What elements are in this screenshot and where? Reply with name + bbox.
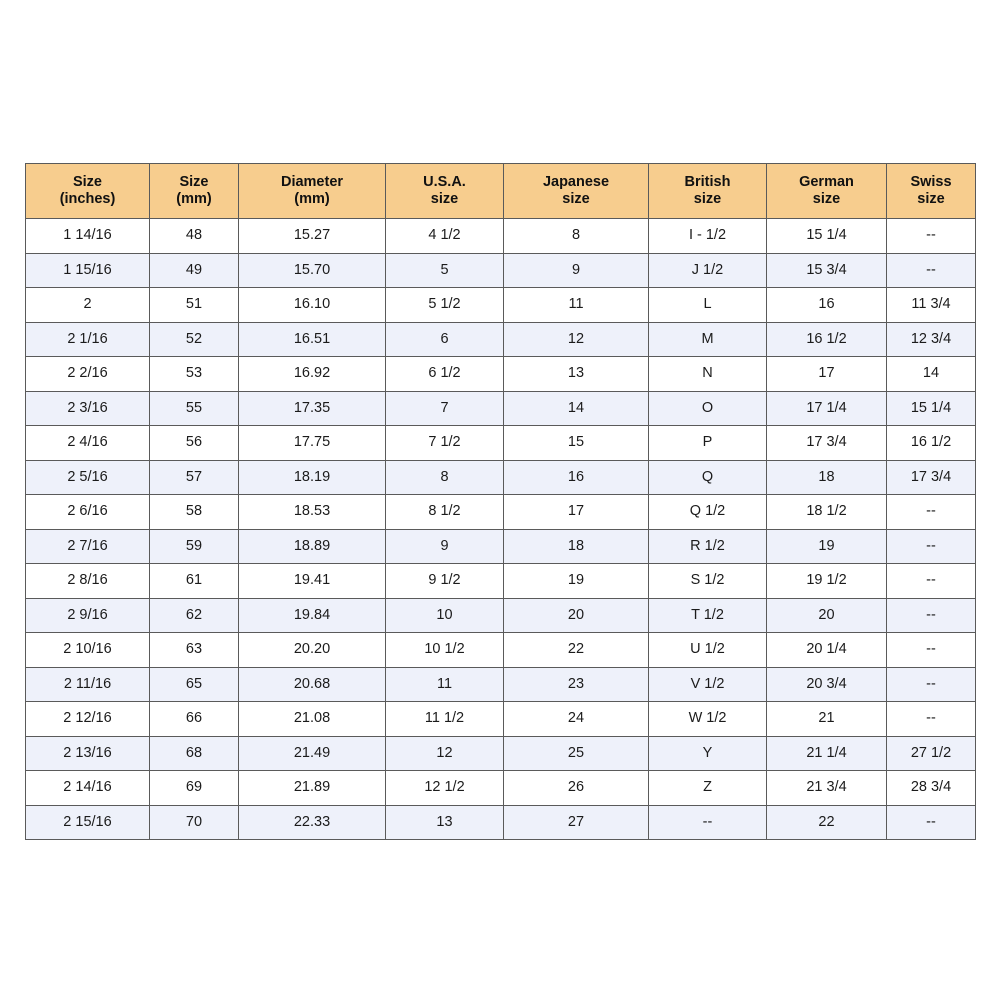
table-cell: 6 xyxy=(386,322,504,357)
table-row xyxy=(26,529,976,564)
table-cell: 4 1/2 xyxy=(386,219,504,254)
table-cell: -- xyxy=(887,702,976,737)
table-cell: 48 xyxy=(150,219,239,254)
table-cell: 19 1/2 xyxy=(767,564,887,599)
table-cell: 18 1/2 xyxy=(767,495,887,530)
table-header xyxy=(26,164,976,219)
table-cell: 9 xyxy=(504,253,649,288)
table-cell: 66 xyxy=(150,702,239,737)
table-cell: 17 3/4 xyxy=(887,460,976,495)
table-cell: 21 3/4 xyxy=(767,771,887,806)
table-cell: 17 1/4 xyxy=(767,391,887,426)
table-cell: 12 3/4 xyxy=(887,322,976,357)
table-cell: 59 xyxy=(150,529,239,564)
table-cell: 12 xyxy=(504,322,649,357)
table-cell: 8 xyxy=(504,219,649,254)
table-cell: R 1/2 xyxy=(649,529,767,564)
table-cell: 15 1/4 xyxy=(887,391,976,426)
column-header-line1: Size xyxy=(179,174,209,191)
table-row xyxy=(26,219,976,254)
table-cell: 2 14/16 xyxy=(26,771,150,806)
table-cell: 5 1/2 xyxy=(386,288,504,323)
table-cell: 2 8/16 xyxy=(26,564,150,599)
table-cell: 2 4/16 xyxy=(26,426,150,461)
table-cell: 16.10 xyxy=(239,288,386,323)
table-cell: 21.89 xyxy=(239,771,386,806)
table-cell: 20 3/4 xyxy=(767,667,887,702)
table-cell: T 1/2 xyxy=(649,598,767,633)
table-row xyxy=(26,495,976,530)
table-cell: Q xyxy=(649,460,767,495)
table-cell: 15 1/4 xyxy=(767,219,887,254)
table-cell: 16 xyxy=(767,288,887,323)
table-cell: -- xyxy=(887,667,976,702)
table-cell: 20.68 xyxy=(239,667,386,702)
table-cell: 2 11/16 xyxy=(26,667,150,702)
table-cell: 9 xyxy=(386,529,504,564)
table-cell: 2 xyxy=(26,288,150,323)
table-cell: -- xyxy=(887,529,976,564)
table-cell: 22 xyxy=(504,633,649,668)
table-row xyxy=(26,288,976,323)
table-cell: 16.51 xyxy=(239,322,386,357)
table-cell: 21.49 xyxy=(239,736,386,771)
table-cell: 28 3/4 xyxy=(887,771,976,806)
column-header-line1: German xyxy=(799,174,854,191)
table-cell: -- xyxy=(887,495,976,530)
table-cell: 5 xyxy=(386,253,504,288)
table-cell: 69 xyxy=(150,771,239,806)
column-header-british-size xyxy=(649,164,767,219)
table-cell: W 1/2 xyxy=(649,702,767,737)
table-cell: 2 7/16 xyxy=(26,529,150,564)
table-cell: 16 1/2 xyxy=(887,426,976,461)
table-cell: S 1/2 xyxy=(649,564,767,599)
table-row xyxy=(26,702,976,737)
table-cell: 12 xyxy=(386,736,504,771)
table-cell: 21 xyxy=(767,702,887,737)
table-cell: 17.75 xyxy=(239,426,386,461)
table-cell: 65 xyxy=(150,667,239,702)
table-cell: 56 xyxy=(150,426,239,461)
table-cell: 12 1/2 xyxy=(386,771,504,806)
table-cell: P xyxy=(649,426,767,461)
table-cell: 8 1/2 xyxy=(386,495,504,530)
column-header-line2: size xyxy=(812,191,841,207)
column-header-size-inches xyxy=(26,164,150,219)
table-cell: -- xyxy=(887,805,976,840)
column-header-size-mm xyxy=(150,164,239,219)
table-cell: 18.53 xyxy=(239,495,386,530)
table-cell: 8 xyxy=(386,460,504,495)
table-cell: 18.89 xyxy=(239,529,386,564)
column-header-line1: Size xyxy=(72,174,102,191)
table-cell: 2 9/16 xyxy=(26,598,150,633)
table-cell: 17 xyxy=(767,357,887,392)
table-cell: 11 3/4 xyxy=(887,288,976,323)
table-cell: 57 xyxy=(150,460,239,495)
table-row xyxy=(26,564,976,599)
table-cell: 13 xyxy=(504,357,649,392)
table-cell: 16 1/2 xyxy=(767,322,887,357)
column-header-swiss-size xyxy=(887,164,976,219)
table-cell: 19 xyxy=(504,564,649,599)
table-cell: 2 5/16 xyxy=(26,460,150,495)
table-cell: 22 xyxy=(767,805,887,840)
table-cell: 15 3/4 xyxy=(767,253,887,288)
table-cell: 2 12/16 xyxy=(26,702,150,737)
table-cell: J 1/2 xyxy=(649,253,767,288)
table-cell: 55 xyxy=(150,391,239,426)
table-cell: 20 xyxy=(504,598,649,633)
table-cell: 2 13/16 xyxy=(26,736,150,771)
table-cell: 15 xyxy=(504,426,649,461)
table-cell: 62 xyxy=(150,598,239,633)
table-cell: Q 1/2 xyxy=(649,495,767,530)
table-cell: 51 xyxy=(150,288,239,323)
table-cell: 19 xyxy=(767,529,887,564)
table-cell: 17 3/4 xyxy=(767,426,887,461)
table-cell: 58 xyxy=(150,495,239,530)
table-cell: 25 xyxy=(504,736,649,771)
table-cell: 2 3/16 xyxy=(26,391,150,426)
table-cell: 68 xyxy=(150,736,239,771)
table-cell: -- xyxy=(887,633,976,668)
table-cell: 61 xyxy=(150,564,239,599)
table-cell: Z xyxy=(649,771,767,806)
column-header-japanese-size xyxy=(504,164,649,219)
table-cell: 2 1/16 xyxy=(26,322,150,357)
column-header-usa-size xyxy=(386,164,504,219)
table-cell: 52 xyxy=(150,322,239,357)
table-cell: N xyxy=(649,357,767,392)
table-row xyxy=(26,736,976,771)
table-cell: 17.35 xyxy=(239,391,386,426)
table-cell: 20 xyxy=(767,598,887,633)
table-cell: 11 xyxy=(386,667,504,702)
table-cell: 2 2/16 xyxy=(26,357,150,392)
table-row xyxy=(26,357,976,392)
column-header-line1: Diameter xyxy=(280,174,344,191)
table-cell: -- xyxy=(649,805,767,840)
table-cell: 20.20 xyxy=(239,633,386,668)
column-header-line2: size xyxy=(917,191,945,207)
table-cell: 70 xyxy=(150,805,239,840)
table-cell: 26 xyxy=(504,771,649,806)
table-cell: 17 xyxy=(504,495,649,530)
table-cell: 11 1/2 xyxy=(386,702,504,737)
column-header-line2: (inches) xyxy=(59,191,116,207)
table-row xyxy=(26,391,976,426)
ring-size-conversion-table-container xyxy=(25,163,975,840)
table-row xyxy=(26,598,976,633)
table-cell: 7 1/2 xyxy=(386,426,504,461)
table-cell: 49 xyxy=(150,253,239,288)
table-row xyxy=(26,771,976,806)
table-cell: -- xyxy=(887,219,976,254)
table-cell: 1 15/16 xyxy=(26,253,150,288)
table-cell: 24 xyxy=(504,702,649,737)
column-header-line1: British xyxy=(684,174,731,191)
table-cell: 22.33 xyxy=(239,805,386,840)
table-row xyxy=(26,322,976,357)
table-cell: 13 xyxy=(386,805,504,840)
table-cell: 14 xyxy=(504,391,649,426)
table-cell: 23 xyxy=(504,667,649,702)
table-cell: 9 1/2 xyxy=(386,564,504,599)
column-header-line2: (mm) xyxy=(294,191,330,207)
table-row xyxy=(26,426,976,461)
table-cell: 18 xyxy=(767,460,887,495)
table-cell: 14 xyxy=(887,357,976,392)
table-row xyxy=(26,805,976,840)
table-cell: 53 xyxy=(150,357,239,392)
table-cell: 20 1/4 xyxy=(767,633,887,668)
table-cell: 1 14/16 xyxy=(26,219,150,254)
column-header-line1: Swiss xyxy=(910,174,952,191)
table-cell: V 1/2 xyxy=(649,667,767,702)
column-header-line2: size xyxy=(562,191,590,207)
table-cell: 16 xyxy=(504,460,649,495)
table-cell: 7 xyxy=(386,391,504,426)
table-cell: 2 10/16 xyxy=(26,633,150,668)
table-header-row xyxy=(26,164,976,219)
table-cell: 10 xyxy=(386,598,504,633)
table-cell: 6 1/2 xyxy=(386,357,504,392)
column-header-line1: Japanese xyxy=(542,174,610,191)
table-row xyxy=(26,253,976,288)
table-cell: 19.84 xyxy=(239,598,386,633)
column-header-german-size xyxy=(767,164,887,219)
table-cell: 21 1/4 xyxy=(767,736,887,771)
table-row xyxy=(26,667,976,702)
table-cell: 27 1/2 xyxy=(887,736,976,771)
table-cell: 16.92 xyxy=(239,357,386,392)
table-cell: 63 xyxy=(150,633,239,668)
column-header-line2: size xyxy=(430,191,459,207)
table-cell: 2 15/16 xyxy=(26,805,150,840)
table-cell: -- xyxy=(887,253,976,288)
table-row xyxy=(26,460,976,495)
table-cell: U 1/2 xyxy=(649,633,767,668)
table-cell: 19.41 xyxy=(239,564,386,599)
table-cell: I - 1/2 xyxy=(649,219,767,254)
table-cell: 18 xyxy=(504,529,649,564)
table-cell: L xyxy=(649,288,767,323)
table-cell: 11 xyxy=(504,288,649,323)
table-body xyxy=(26,219,976,840)
table-cell: -- xyxy=(887,598,976,633)
table-row xyxy=(26,633,976,668)
table-cell: 15.27 xyxy=(239,219,386,254)
table-cell: Y xyxy=(649,736,767,771)
column-header-line2: (mm) xyxy=(176,191,212,207)
table-cell: 15.70 xyxy=(239,253,386,288)
table-cell: 27 xyxy=(504,805,649,840)
table-cell: M xyxy=(649,322,767,357)
table-cell: -- xyxy=(887,564,976,599)
table-cell: 2 6/16 xyxy=(26,495,150,530)
table-cell: 18.19 xyxy=(239,460,386,495)
table-cell: 10 1/2 xyxy=(386,633,504,668)
column-header-line1: U.S.A. xyxy=(423,174,466,191)
table-cell: 21.08 xyxy=(239,702,386,737)
column-header-line2: size xyxy=(693,191,722,207)
ring-size-conversion-table xyxy=(25,163,976,840)
column-header-diameter-mm xyxy=(239,164,386,219)
table-cell: O xyxy=(649,391,767,426)
